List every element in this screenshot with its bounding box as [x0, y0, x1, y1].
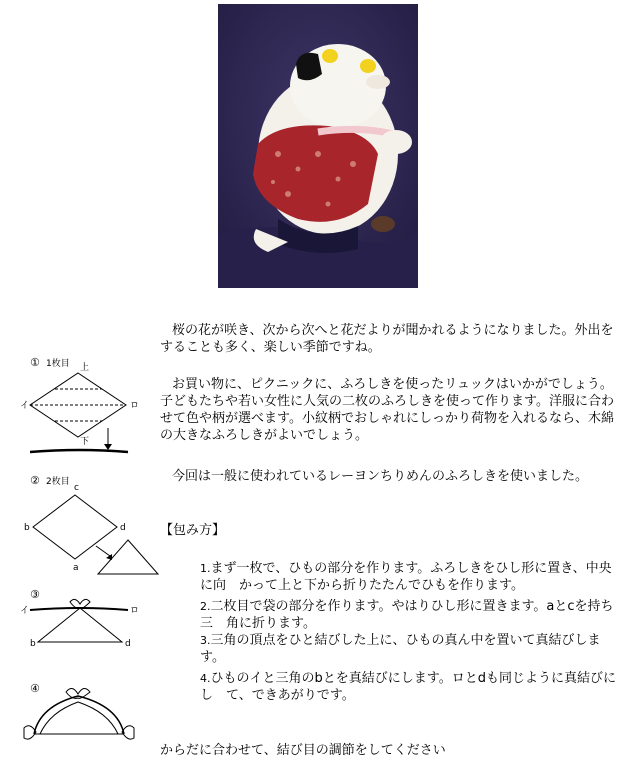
diagram-step-1 — [20, 356, 139, 452]
step2-c-label: c — [74, 483, 79, 493]
step1-left-label: イ — [20, 401, 30, 411]
step1-number: ① — [30, 356, 40, 369]
step1-bottom-label: 下 — [80, 437, 90, 447]
step3-number: ③ — [30, 588, 40, 601]
folding-diagram — [0, 340, 165, 750]
step4-outer-strap — [34, 696, 124, 734]
step2-label: 2枚目 — [46, 477, 70, 487]
diagram-step-3 — [20, 588, 139, 649]
step1-label: 1枚目 — [46, 359, 70, 369]
step3-b-label: b — [30, 639, 36, 649]
step3-right-label: ロ — [130, 606, 140, 616]
intro-paragraph-1: 桜の花が咲き、次から次へと花だよりが聞かれるようになりました。外出をすることも多く、楽しい季節ですね。 — [160, 323, 614, 355]
step3-triangle — [38, 608, 122, 642]
step2-number: ② — [30, 474, 40, 487]
intro-paragraph-3: 今回は一般に使われているレーヨンちりめんのふろしきを使いました。 — [172, 469, 589, 484]
closing-note: からだに合わせて、結び目の調節をしてください — [160, 743, 446, 758]
diagram-step-2 — [24, 474, 158, 574]
step2-d-label: d — [120, 523, 126, 533]
step2-diamond — [33, 495, 117, 559]
step-4: 4.ひものイと三角のbとを真結びにします。ロとdも同じように真結びにし て、できあがりです。 — [200, 671, 616, 703]
intro-paragraph-2: お買い物に、ピクニックに、ふろしきを使ったリュックはいかがでしょう。 子どもたちや若い女性に人気の二枚のふろしきを使って作ります。洋服に合わせて色や柄が選べます。小紋柄でおしゃれにしっかり荷物を入れるなら、木綿の大きなふろしきがよいでしょう。 — [160, 377, 614, 443]
step-1: 1.まず一枚で、ひもの部分を作ります。ふろしきをひし形に置き、中央に向 かって上と下から折りたたんでひもを作ります。 — [200, 561, 612, 593]
down-arrow-head-icon — [104, 444, 112, 450]
section-heading: 【包み方】 — [160, 523, 226, 538]
step2-b-label: b — [24, 523, 30, 533]
step1-top-label: 上 — [80, 363, 90, 373]
step3-d-label: d — [125, 639, 131, 649]
step2-a-label: a — [73, 563, 79, 573]
step2-triangle — [98, 540, 158, 574]
step1-right-label: ロ — [130, 401, 140, 411]
diagram-step-4 — [24, 682, 134, 739]
step-3: 3.三角の頂点をひと結びした上に、ひもの真ん中を置いて真結びします。 — [200, 633, 601, 665]
photo-cow-furoshiki — [218, 4, 418, 288]
step4-top-knot-icon — [66, 688, 90, 698]
step1-folded-strap — [30, 450, 128, 452]
step-2: 2.二枚目で袋の部分を作ります。やはりひし形に置きます。aとcを持ち三 角に折ります。 — [200, 599, 614, 631]
step4-number: ④ — [30, 682, 40, 695]
diag-arrow-icon — [96, 546, 110, 556]
step3-left-label: イ — [20, 606, 30, 616]
